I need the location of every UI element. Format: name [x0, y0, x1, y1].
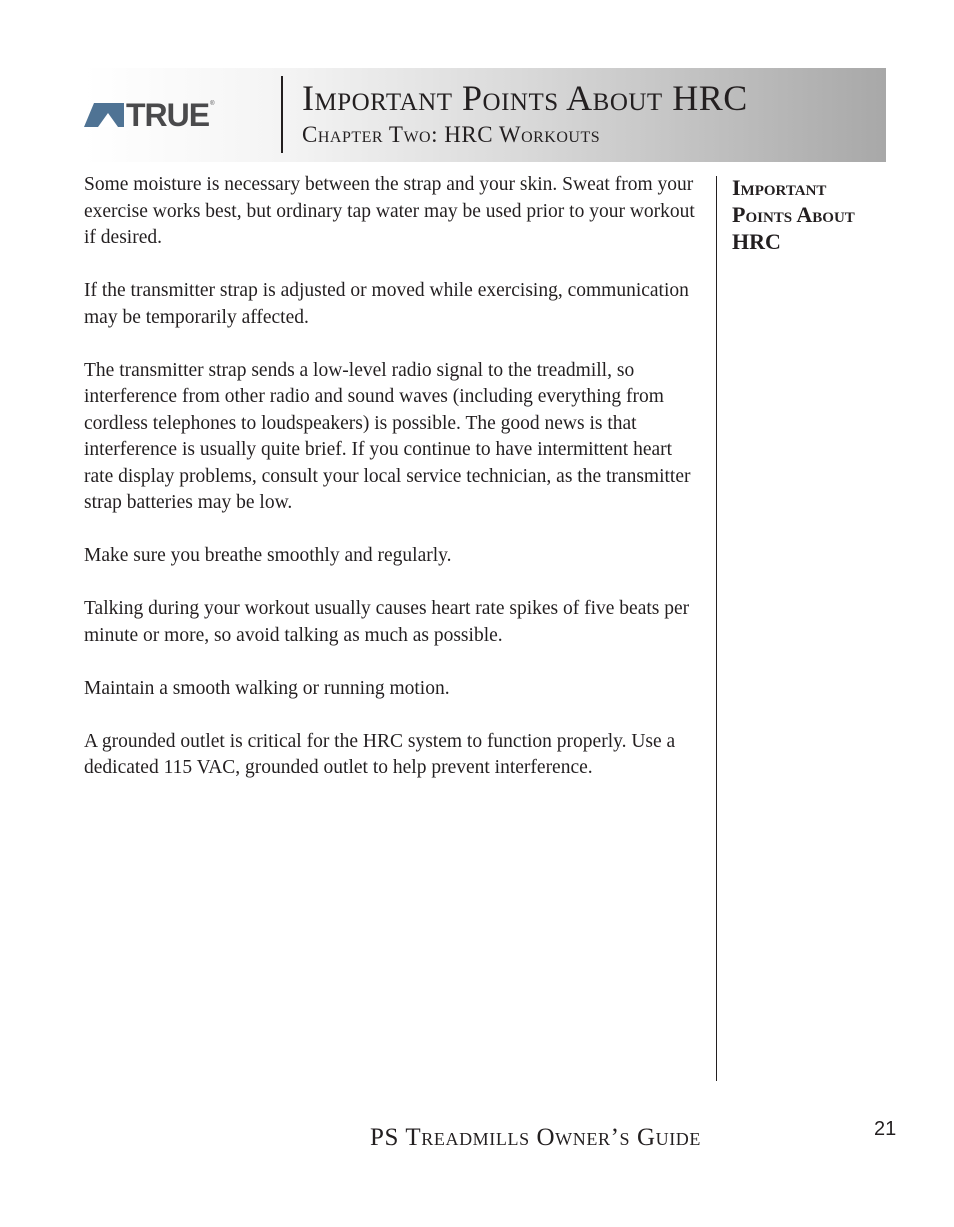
chapter-title: Chapter Two: HRC Workouts	[302, 122, 601, 147]
paragraph-breathe: Make sure you breathe smoothly and regularly.	[84, 545, 452, 566]
paragraph-interference: The transmitter strap sends a low-level radio signal to the treadmill, so interference from other radio and sound waves (including everything from cordless telephones to loudspeakers) is possible. The good news is that interference is usually quite brief. If you continue to have intermittent heart rate display problems, consult your local service technician, as the transmitter strap batteries may be low.	[84, 359, 691, 513]
body-text	[84, 172, 706, 808]
paragraph-moisture: Some moisture is necessary between the strap and your skin. Sweat from your exercise works best, but ordinary tap water may be used prior to your workout if desired.	[84, 174, 695, 248]
paragraph-motion: Maintain a smooth walking or running motion.	[84, 677, 450, 699]
true-logo	[84, 97, 215, 133]
paragraph-strap-adjusted: If the transmitter strap is adjusted or moved while exercising, communication may be temporarily affected.	[84, 280, 689, 328]
page-number: 21	[874, 1118, 897, 1140]
logo-trademark: ®	[210, 101, 215, 107]
page-title: Important Points About HRC	[302, 78, 748, 118]
footer-guide-title: PS Treadmills Owner’s Guide	[370, 1124, 701, 1151]
true-logo-mark-icon	[84, 103, 124, 127]
paragraph-talking: Talking during your workout usually causes heart rate spikes of five beats per minute or more, so avoid talking as much as possible.	[84, 598, 690, 646]
paragraph-grounded-outlet: A grounded outlet is critical for the HRC system to function properly. Use a dedicated 115 VAC, grounded outlet to help prevent interference.	[84, 730, 676, 778]
header-divider	[281, 76, 283, 153]
logo-wordmark: TRUE	[126, 97, 210, 133]
sidebar-rule	[716, 176, 717, 1081]
sidebar-title: Important Points About HRC	[732, 175, 855, 254]
